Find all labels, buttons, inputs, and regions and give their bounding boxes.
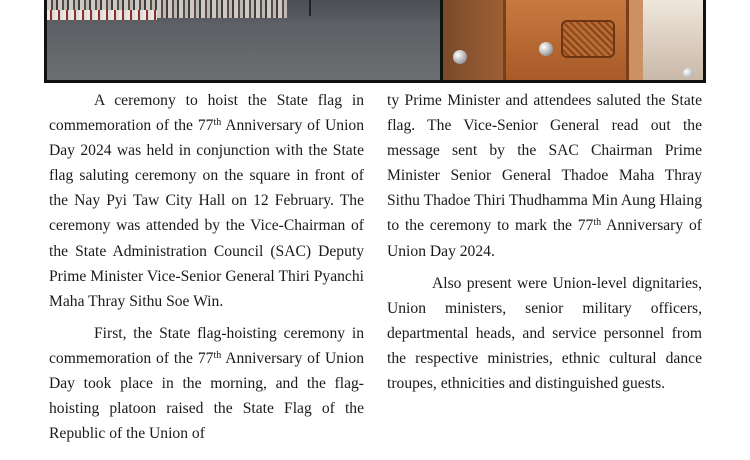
left-column: [49, 88, 364, 446]
podium-ornament: [539, 42, 553, 56]
podium-photo: [443, 0, 703, 80]
background-drape: [643, 0, 703, 80]
parade-photo: [47, 0, 440, 80]
paragraph: ty Prime Minister and attendees saluted the State flag. The Vice-Senior General read out the message sent by the SAC Chairman Prime Minister Senior General Thadoe Maha Thray Sithu Thadoe Thiri Thudhamma Min Aung Hlaing to the ceremony to mark the 77th Anniversary of Union Day 2024.: [387, 92, 702, 260]
right-column: [387, 88, 702, 396]
flag-pole: [309, 0, 311, 16]
parade-ground: [47, 22, 440, 80]
paragraph: A ceremony to hoist the State flag in commemoration of the 77th Anniversary of Union Day 2024 was held in conjunction with the State flag saluting ceremony on the square in front of the Nay Pyi Taw City Hall on 12 February. The ceremony was attended by the Vice-Chairman of the State Administration Council (SAC) Deputy Prime Minister Vice-Senior General Thiri Pyanchi Maha Thray Sithu Soe Win.: [49, 92, 365, 310]
podium-ornament: [683, 68, 693, 78]
article-photo: [44, 0, 706, 83]
paragraph: Also present were Union-level dignitaries, Union ministers, senior military officers, departmental heads, and service personnel from the respective ministries, ethnic cultural dance troupes, ethnicities and distinguished guests.: [387, 274, 702, 393]
podium-ornament: [453, 50, 467, 64]
paragraph: First, the State flag-hoisting ceremony in commemoration of the 77th Anniversary of Union Day took place in the morning, and the flag-hoisting platoon raised the State Flag of the Republic of the Union of: [49, 324, 365, 443]
podium-carving: [561, 20, 615, 58]
troop-formation-front: [47, 10, 157, 20]
